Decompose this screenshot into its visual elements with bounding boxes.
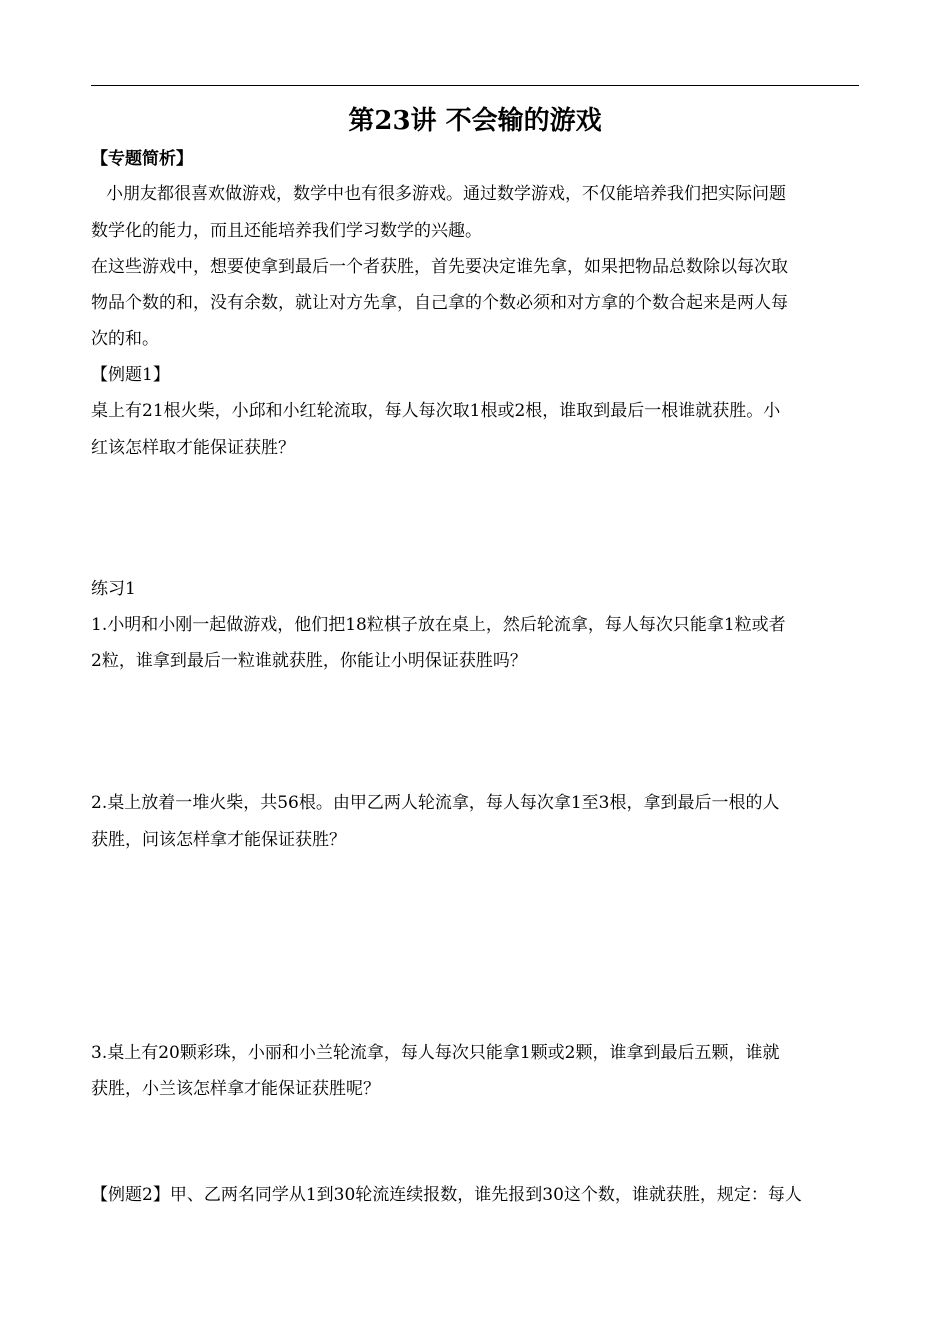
example1-line-1: 桌上有21根火柴，小邱和小红轮流取，每人每次取1根或2根，谁取到最后一根谁就获胜。小: [91, 401, 781, 421]
example1-heading: 【例题1】: [91, 365, 170, 385]
practice1-q3-line-2: 获胜，小兰该怎样拿才能保证获胜呢？: [91, 1079, 380, 1099]
practice1-q1-line-2: 2粒，谁拿到最后一粒谁就获胜，你能让小明保证获胜吗？: [91, 651, 527, 671]
practice1-q2-line-2: 获胜，问该怎样拿才能保证获胜？: [91, 830, 346, 850]
page-title: 第23讲 不会输的游戏: [348, 106, 602, 136]
intro-line-5: 次的和。: [91, 329, 159, 349]
document-page: [91, 0, 859, 1344]
intro-line-2: 数学化的能力，而且还能培养我们学习数学的兴趣。: [91, 221, 482, 241]
practice1-q2-line-1: 2.桌上放着一堆火柴，共56根。由甲乙两人轮流拿，每人每次拿1至3根，拿到最后一根的人: [91, 793, 780, 813]
intro-line-1: 小朋友都很喜欢做游戏，数学中也有很多游戏。通过数学游戏，不仅能培养我们把实际问题: [106, 184, 786, 204]
practice1-heading: 练习1: [91, 579, 136, 599]
header-rule: [91, 85, 859, 86]
practice1-q1-line-1: 1.小明和小刚一起做游戏，他们把18粒棋子放在桌上，然后轮流拿，每人每次只能拿1粒或者: [91, 615, 786, 635]
intro-line-4: 物品个数的和，没有余数，就让对方先拿，自己拿的个数必须和对方拿的个数合起来是两人每: [91, 293, 788, 313]
intro-line-3: 在这些游戏中，想要使拿到最后一个者获胜，首先要决定谁先拿，如果把物品总数除以每次取: [91, 257, 788, 277]
example1-line-2: 红该怎样取才能保证获胜？: [91, 438, 295, 458]
example2-line-1: 【例题2】甲、乙两名同学从1到30轮流连续报数，谁先报到30这个数，谁就获胜，规定：每人: [91, 1185, 802, 1205]
practice1-q3-line-1: 3.桌上有20颗彩珠，小丽和小兰轮流拿，每人每次只能拿1颗或2颗，谁拿到最后五颗，谁就: [91, 1043, 780, 1063]
intro-heading: 【专题简析】: [91, 149, 193, 169]
